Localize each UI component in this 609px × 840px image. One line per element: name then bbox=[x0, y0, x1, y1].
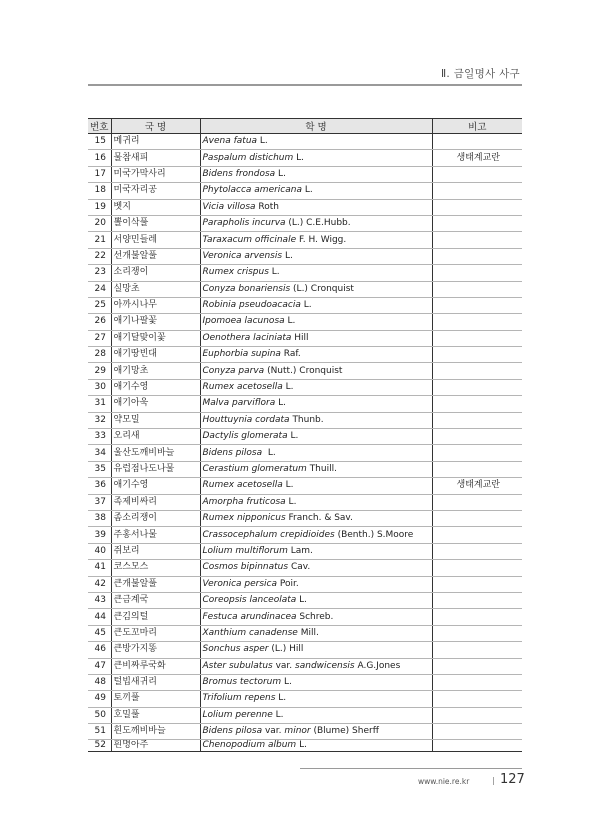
scientific-name-author-part: var. bbox=[272, 660, 296, 671]
row-number: 27 bbox=[88, 330, 111, 346]
scientific-name bbox=[200, 363, 432, 379]
table-row bbox=[88, 642, 522, 658]
scientific-name bbox=[200, 347, 432, 363]
scientific-name-author-part: Franch. & Sav. bbox=[285, 513, 353, 524]
row-number: 43 bbox=[88, 592, 111, 608]
scientific-name-italic-part: Ipomoea lacunosa bbox=[202, 316, 285, 327]
header-number: 번호 bbox=[88, 119, 111, 134]
row-number: 39 bbox=[88, 527, 111, 543]
scientific-name-italic-part: Rumex acetosella bbox=[202, 480, 283, 491]
scientific-name-italic-part: Bidens pilosa bbox=[202, 726, 263, 737]
scientific-name-author-part: L. bbox=[284, 316, 296, 327]
row-note bbox=[432, 609, 522, 625]
scientific-name bbox=[200, 150, 432, 166]
korean-name: 애기땅빈대 bbox=[111, 347, 200, 363]
row-note bbox=[432, 265, 522, 281]
row-note bbox=[432, 707, 522, 723]
scientific-name-italic-part: Cosmos bipinnatus bbox=[202, 562, 289, 573]
korean-name: 선개불알풀 bbox=[111, 248, 200, 264]
scientific-name bbox=[200, 461, 432, 477]
table-row bbox=[88, 297, 522, 313]
table-row bbox=[88, 625, 522, 641]
scientific-name bbox=[200, 314, 432, 330]
row-note bbox=[432, 134, 522, 150]
scientific-name bbox=[200, 478, 432, 494]
row-note bbox=[432, 363, 522, 379]
table-row bbox=[88, 494, 522, 510]
scientific-name-author-part: Raf. bbox=[280, 349, 301, 360]
scientific-name-author-part: Schreb. bbox=[296, 611, 334, 622]
korean-name: 털빕새귀리 bbox=[111, 674, 200, 690]
scientific-name bbox=[200, 379, 432, 395]
scientific-name-author-part: L. bbox=[285, 496, 297, 507]
scientific-name-author-part: Hill bbox=[291, 332, 309, 343]
row-note: 생태계교란 bbox=[432, 150, 522, 166]
scientific-name-italic-part: Chenopodium album bbox=[202, 740, 297, 751]
korean-name: 뽈이삭풀 bbox=[111, 215, 200, 231]
header-note: 비고 bbox=[432, 119, 522, 134]
scientific-name-author-part: (Benth.) S.Moore bbox=[334, 529, 414, 540]
scientific-name bbox=[200, 248, 432, 264]
row-note bbox=[432, 166, 522, 182]
korean-name: 큰금계국 bbox=[111, 592, 200, 608]
row-note bbox=[432, 232, 522, 248]
table-row bbox=[88, 150, 522, 166]
scientific-name-italic-part: Paspalum distichum bbox=[202, 152, 294, 163]
table-row bbox=[88, 691, 522, 707]
row-note bbox=[432, 347, 522, 363]
table-row bbox=[88, 445, 522, 461]
row-number: 44 bbox=[88, 609, 111, 625]
row-number: 46 bbox=[88, 642, 111, 658]
scientific-name bbox=[200, 396, 432, 412]
scientific-name-author-part: L. bbox=[257, 136, 268, 147]
korean-name: 서양민들레 bbox=[111, 232, 200, 248]
scientific-name-author-part: (L.) C.E.Hubb. bbox=[285, 218, 351, 229]
scientific-name-author-part: L. bbox=[287, 431, 299, 442]
scientific-name-italic-part: Coreopsis lanceolata bbox=[202, 595, 297, 606]
row-number: 15 bbox=[88, 134, 111, 150]
scientific-name bbox=[200, 429, 432, 445]
row-note bbox=[432, 691, 522, 707]
table-row bbox=[88, 527, 522, 543]
scientific-name-italic-part: Crassocephalum crepidioides bbox=[202, 529, 335, 540]
scientific-name-author-part: L. bbox=[301, 185, 313, 196]
korean-name: 미국자리공 bbox=[111, 183, 200, 199]
scientific-name-italic-part: Avena fatua bbox=[202, 136, 258, 147]
table-row bbox=[88, 674, 522, 690]
row-number: 20 bbox=[88, 215, 111, 231]
scientific-name-italic-part: Veronica persica bbox=[202, 578, 278, 589]
row-number: 22 bbox=[88, 248, 111, 264]
scientific-name-italic-part: Houttuynia cordata bbox=[202, 414, 290, 425]
scientific-name-italic-part: Parapholis incurva bbox=[202, 218, 286, 229]
row-number: 18 bbox=[88, 183, 111, 199]
table-row bbox=[88, 478, 522, 494]
species-table bbox=[88, 118, 522, 752]
korean-name: 미국가막사리 bbox=[111, 166, 200, 182]
table-row bbox=[88, 199, 522, 215]
scientific-name-author-part: L. bbox=[296, 595, 308, 606]
scientific-name-author-part: var. bbox=[262, 726, 285, 737]
row-note bbox=[432, 494, 522, 510]
row-number: 52 bbox=[88, 740, 111, 752]
scientific-name-italic-part: Amorpha fruticosa bbox=[202, 496, 286, 507]
table-row bbox=[88, 543, 522, 559]
row-number: 25 bbox=[88, 297, 111, 313]
scientific-name bbox=[200, 691, 432, 707]
header-korean-name: 국 명 bbox=[111, 119, 200, 134]
scientific-name-author-part: L. bbox=[275, 693, 287, 704]
korean-name: 족제비싸리 bbox=[111, 494, 200, 510]
footer-separator: | bbox=[492, 776, 495, 785]
korean-name: 큰김의털 bbox=[111, 609, 200, 625]
row-note bbox=[432, 396, 522, 412]
row-note bbox=[432, 330, 522, 346]
table-row bbox=[88, 461, 522, 477]
scientific-name-italic-part: Bidens frondosa bbox=[202, 168, 276, 179]
row-note bbox=[432, 183, 522, 199]
scientific-name bbox=[200, 281, 432, 297]
scientific-name-author-part: Roth bbox=[255, 201, 279, 212]
row-note bbox=[432, 642, 522, 658]
row-number: 23 bbox=[88, 265, 111, 281]
row-number: 32 bbox=[88, 412, 111, 428]
scientific-name-italic-part: Aster subulatus bbox=[202, 660, 273, 671]
scientific-name-author-part: L. bbox=[282, 382, 294, 393]
table-row bbox=[88, 248, 522, 264]
scientific-name-italic-part: Rumex crispus bbox=[202, 267, 269, 278]
row-number: 42 bbox=[88, 576, 111, 592]
scientific-name bbox=[200, 560, 432, 576]
row-number: 28 bbox=[88, 347, 111, 363]
row-number: 38 bbox=[88, 510, 111, 526]
row-number: 33 bbox=[88, 429, 111, 445]
korean-name: 흰명아주 bbox=[111, 740, 200, 752]
table-row bbox=[88, 412, 522, 428]
scientific-name-italic-part: Sonchus asper bbox=[202, 644, 269, 655]
scientific-name-author-part: L. bbox=[275, 398, 287, 409]
table-row bbox=[88, 265, 522, 281]
section-title: Ⅱ. 금일명사 사구 bbox=[440, 68, 520, 80]
scientific-name bbox=[200, 494, 432, 510]
korean-name: 큰방가지똥 bbox=[111, 642, 200, 658]
table-row bbox=[88, 609, 522, 625]
row-number: 34 bbox=[88, 445, 111, 461]
table-row bbox=[88, 347, 522, 363]
table-row bbox=[88, 576, 522, 592]
table-row bbox=[88, 658, 522, 674]
scientific-name-author-part: (Nutt.) Cronquist bbox=[264, 365, 343, 376]
scientific-name-italic-part: Malva parviflora bbox=[202, 398, 276, 409]
scientific-name-italic-part: Rumex acetosella bbox=[202, 382, 283, 393]
scientific-name-italic-part: Phytolacca americana bbox=[202, 185, 302, 196]
scientific-name-italic-part: Vicia villosa bbox=[202, 201, 256, 212]
row-number: 41 bbox=[88, 560, 111, 576]
scientific-name-author-part: (L.) Cronquist bbox=[290, 283, 354, 294]
row-number: 37 bbox=[88, 494, 111, 510]
scientific-name-author-part: Mill. bbox=[297, 627, 319, 638]
scientific-name-author-part: (L.) Hill bbox=[268, 644, 304, 655]
scientific-name-italic-part: Euphorbia supina bbox=[202, 349, 281, 360]
row-number: 47 bbox=[88, 658, 111, 674]
korean-name: 코스모스 bbox=[111, 560, 200, 576]
scientific-name bbox=[200, 642, 432, 658]
table-row bbox=[88, 281, 522, 297]
row-note bbox=[432, 461, 522, 477]
korean-name: 큰도꼬마리 bbox=[111, 625, 200, 641]
row-number: 40 bbox=[88, 543, 111, 559]
row-note bbox=[432, 543, 522, 559]
scientific-name-author-part: Thuill. bbox=[306, 464, 337, 474]
scientific-name-italic-part: Robinia pseudoacacia bbox=[202, 300, 301, 311]
scientific-name-author-part: Cav. bbox=[288, 562, 311, 573]
row-number: 19 bbox=[88, 199, 111, 215]
row-note bbox=[432, 429, 522, 445]
row-number: 16 bbox=[88, 150, 111, 166]
korean-name: 메귀리 bbox=[111, 134, 200, 150]
korean-name: 주홍서나물 bbox=[111, 527, 200, 543]
korean-name: 물참새피 bbox=[111, 150, 200, 166]
row-note bbox=[432, 199, 522, 215]
korean-name: 소리쟁이 bbox=[111, 265, 200, 281]
korean-name: 애기나팔꽃 bbox=[111, 314, 200, 330]
korean-name: 애기달맞이꽃 bbox=[111, 330, 200, 346]
table-row bbox=[88, 592, 522, 608]
korean-name: 실망초 bbox=[111, 281, 200, 297]
row-note bbox=[432, 740, 522, 752]
scientific-name bbox=[200, 609, 432, 625]
korean-name: 유럽점나도나물 bbox=[111, 461, 200, 477]
scientific-name bbox=[200, 166, 432, 182]
korean-name: 좀소리쟁이 bbox=[111, 510, 200, 526]
row-note bbox=[432, 576, 522, 592]
table-row bbox=[88, 724, 522, 740]
korean-name: 애기수영 bbox=[111, 379, 200, 395]
header-scientific-name: 학 명 bbox=[200, 119, 432, 134]
scientific-name bbox=[200, 740, 432, 752]
row-number: 30 bbox=[88, 379, 111, 395]
korean-name: 아까시나무 bbox=[111, 297, 200, 313]
scientific-name-author-part: Lam. bbox=[287, 545, 313, 556]
korean-name: 약모밀 bbox=[111, 412, 200, 428]
table-row bbox=[88, 232, 522, 248]
scientific-name-italic-part: Bidens pilosa bbox=[202, 447, 263, 458]
row-number: 21 bbox=[88, 232, 111, 248]
row-note bbox=[432, 314, 522, 330]
scientific-name bbox=[200, 330, 432, 346]
row-note bbox=[432, 215, 522, 231]
scientific-name-author-part: A.G.Jones bbox=[354, 660, 401, 671]
scientific-name-italic-part: Festuca arundinacea bbox=[202, 611, 297, 622]
row-note bbox=[432, 527, 522, 543]
table-row bbox=[88, 740, 522, 752]
scientific-name bbox=[200, 543, 432, 559]
scientific-name-italic-part: Veronica arvensis bbox=[202, 250, 283, 261]
scientific-name-author-part: Thunb. bbox=[289, 414, 324, 425]
korean-name: 큰비짜루국화 bbox=[111, 658, 200, 674]
row-note bbox=[432, 445, 522, 461]
table-row bbox=[88, 707, 522, 723]
scientific-name bbox=[200, 183, 432, 199]
scientific-name-author-part: L. bbox=[262, 447, 276, 458]
row-note bbox=[432, 412, 522, 428]
scientific-name-italic-part: Oenothera laciniata bbox=[202, 332, 292, 343]
scientific-name bbox=[200, 199, 432, 215]
scientific-name bbox=[200, 215, 432, 231]
row-number: 31 bbox=[88, 396, 111, 412]
scientific-name bbox=[200, 707, 432, 723]
scientific-name-italic-part: minor bbox=[284, 726, 311, 737]
scientific-name-italic-part: Trifolium repens bbox=[202, 693, 276, 704]
scientific-name-italic-part: Xanthium canadense bbox=[202, 627, 298, 638]
table-row bbox=[88, 166, 522, 182]
scientific-name-author-part: L. bbox=[272, 709, 284, 720]
footer-url: www.nie.re.kr bbox=[418, 777, 470, 786]
scientific-name-author-part: L. bbox=[296, 740, 307, 751]
row-number: 17 bbox=[88, 166, 111, 182]
row-number: 24 bbox=[88, 281, 111, 297]
row-number: 50 bbox=[88, 707, 111, 723]
table-row bbox=[88, 215, 522, 231]
row-note bbox=[432, 674, 522, 690]
scientific-name bbox=[200, 232, 432, 248]
row-note bbox=[432, 248, 522, 264]
table-row bbox=[88, 330, 522, 346]
scientific-name-italic-part: Lolium multiflorum bbox=[202, 545, 288, 556]
scientific-name bbox=[200, 510, 432, 526]
row-note bbox=[432, 658, 522, 674]
korean-name: 애기수영 bbox=[111, 478, 200, 494]
scientific-name-italic-part: sandwicensis bbox=[295, 660, 355, 671]
scientific-name bbox=[200, 592, 432, 608]
row-number: 51 bbox=[88, 724, 111, 740]
table-row bbox=[88, 560, 522, 576]
table-row bbox=[88, 429, 522, 445]
table-row bbox=[88, 363, 522, 379]
row-note bbox=[432, 625, 522, 641]
row-number: 48 bbox=[88, 674, 111, 690]
korean-name: 흰도깨비바늘 bbox=[111, 724, 200, 740]
scientific-name bbox=[200, 134, 432, 150]
row-note bbox=[432, 281, 522, 297]
footer-divider bbox=[300, 768, 522, 769]
korean-name: 쥐보리 bbox=[111, 543, 200, 559]
scientific-name-author-part: L. bbox=[300, 300, 312, 311]
scientific-name-italic-part: Cerastium glomeratum bbox=[202, 464, 307, 474]
row-number: 35 bbox=[88, 461, 111, 477]
scientific-name-author-part: L. bbox=[275, 168, 286, 179]
scientific-name-italic-part: Lolium perenne bbox=[202, 709, 273, 720]
scientific-name bbox=[200, 527, 432, 543]
page-number: 127 bbox=[500, 772, 525, 787]
scientific-name-author-part: L. bbox=[293, 152, 304, 163]
table-row bbox=[88, 314, 522, 330]
scientific-name-italic-part: Dactylis glomerata bbox=[202, 431, 288, 442]
table-row bbox=[88, 396, 522, 412]
scientific-name-author-part: L. bbox=[282, 480, 294, 491]
scientific-name-italic-part: Rumex nipponicus bbox=[202, 513, 286, 524]
scientific-name-author-part: L. bbox=[282, 250, 293, 261]
scientific-name-italic-part: Bromus tectorum bbox=[202, 677, 282, 688]
korean-name: 토끼풀 bbox=[111, 691, 200, 707]
scientific-name-italic-part: Conyza parva bbox=[202, 365, 265, 376]
scientific-name-author-part: (Blume) Sherff bbox=[310, 726, 379, 737]
korean-name: 애기망초 bbox=[111, 363, 200, 379]
korean-name: 벳지 bbox=[111, 199, 200, 215]
scientific-name bbox=[200, 576, 432, 592]
header-divider bbox=[88, 84, 522, 86]
scientific-name-author-part: L. bbox=[268, 267, 280, 278]
species-table-body bbox=[88, 134, 522, 752]
row-number: 49 bbox=[88, 691, 111, 707]
korean-name: 애기아욱 bbox=[111, 396, 200, 412]
scientific-name-italic-part: Conyza bonariensis bbox=[202, 283, 291, 294]
row-note bbox=[432, 724, 522, 740]
row-note bbox=[432, 297, 522, 313]
row-note: 생태계교란 bbox=[432, 478, 522, 494]
table-row bbox=[88, 183, 522, 199]
row-note bbox=[432, 592, 522, 608]
scientific-name bbox=[200, 674, 432, 690]
row-number: 36 bbox=[88, 478, 111, 494]
korean-name: 오리새 bbox=[111, 429, 200, 445]
scientific-name-author-part: Poir. bbox=[277, 578, 299, 589]
row-number: 45 bbox=[88, 625, 111, 641]
table-row bbox=[88, 510, 522, 526]
scientific-name bbox=[200, 445, 432, 461]
scientific-name bbox=[200, 724, 432, 740]
row-number: 26 bbox=[88, 314, 111, 330]
row-number: 29 bbox=[88, 363, 111, 379]
korean-name: 울산도깨비바늘 bbox=[111, 445, 200, 461]
scientific-name bbox=[200, 265, 432, 281]
table-header-row bbox=[88, 119, 522, 134]
table-row bbox=[88, 379, 522, 395]
scientific-name bbox=[200, 625, 432, 641]
korean-name: 호밀풀 bbox=[111, 707, 200, 723]
row-note bbox=[432, 510, 522, 526]
scientific-name-author-part: F. H. Wigg. bbox=[296, 234, 347, 245]
row-note bbox=[432, 379, 522, 395]
scientific-name-italic-part: Taraxacum officinale bbox=[202, 234, 297, 245]
scientific-name-author-part: L. bbox=[281, 677, 292, 688]
scientific-name bbox=[200, 297, 432, 313]
scientific-name bbox=[200, 658, 432, 674]
row-note bbox=[432, 560, 522, 576]
table-row bbox=[88, 134, 522, 150]
korean-name: 큰개불알풀 bbox=[111, 576, 200, 592]
scientific-name bbox=[200, 412, 432, 428]
